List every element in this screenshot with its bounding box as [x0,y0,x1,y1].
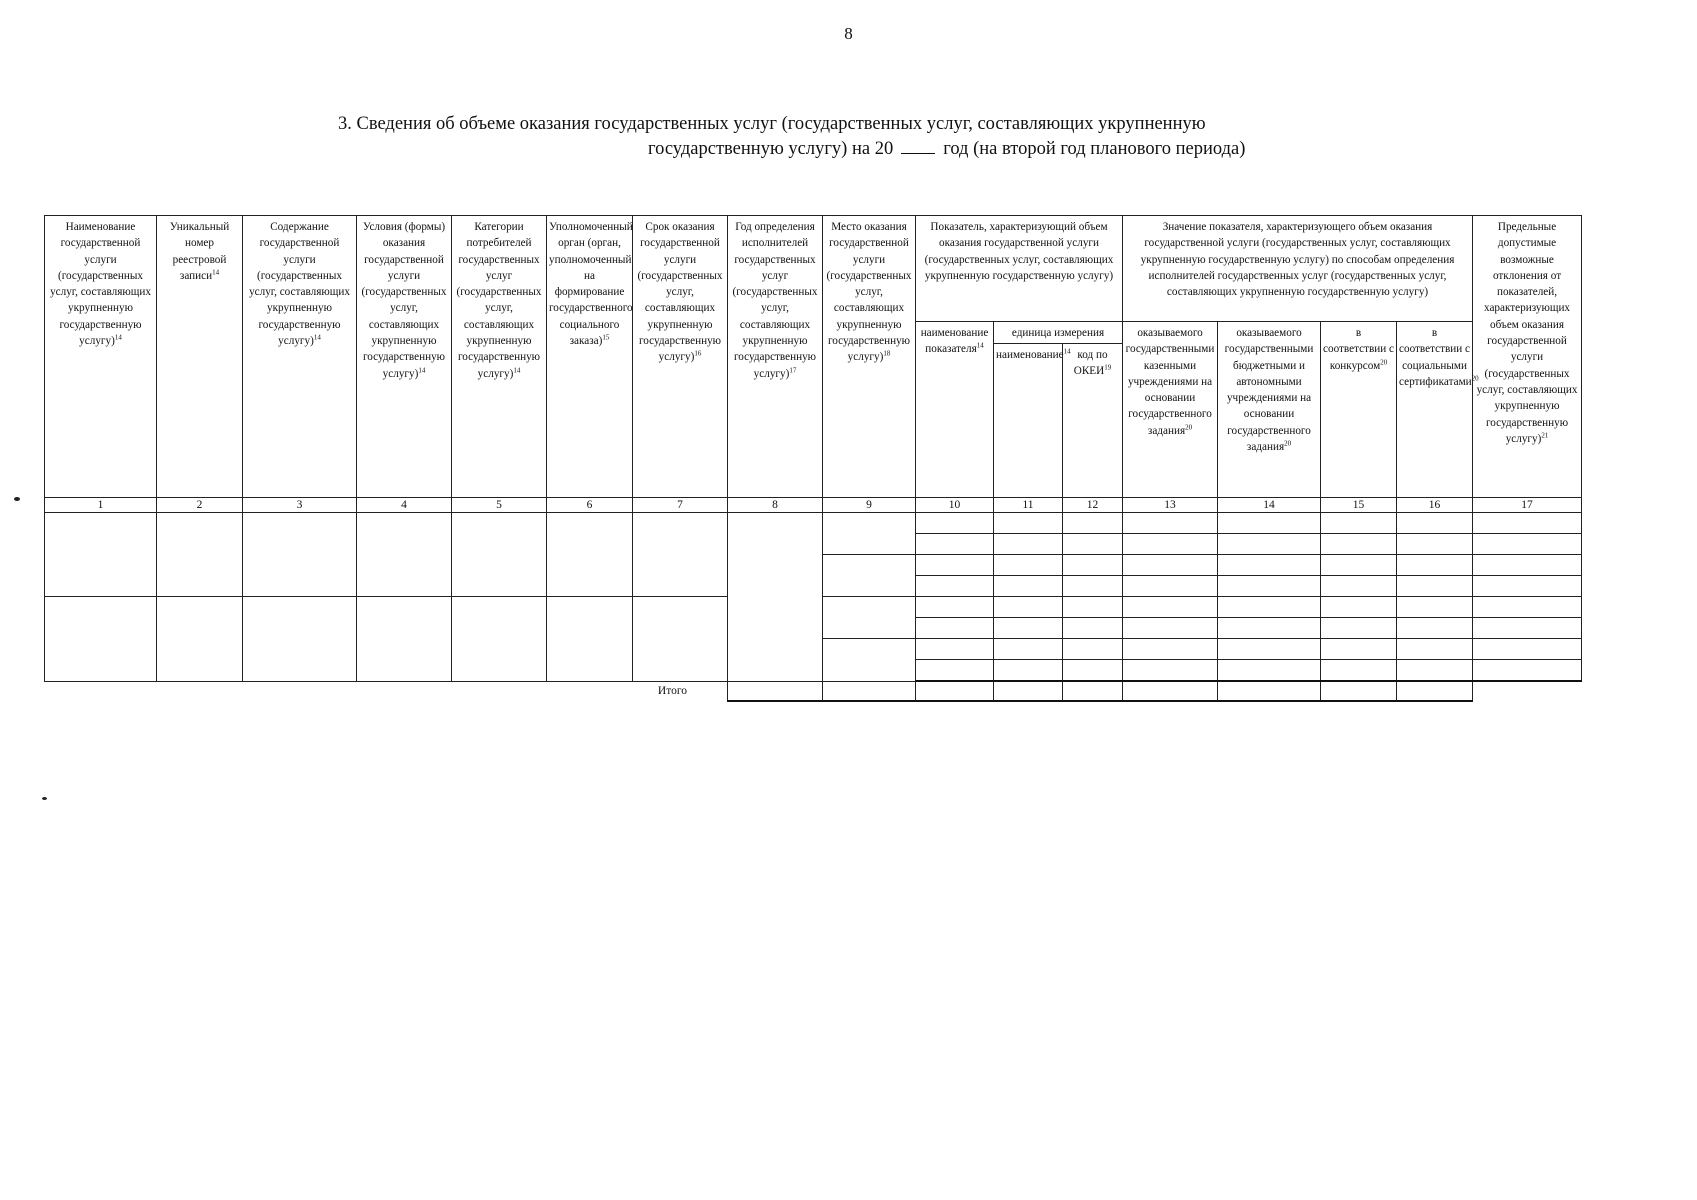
column-number-row [45,498,1582,513]
table-cell[interactable] [1397,618,1473,639]
table-cell[interactable] [1397,576,1473,597]
section-heading-line1: 3. Сведения об объеме оказания государственных услуг (государственных услуг, составляющих укрупненную [338,114,1206,134]
table-cell[interactable] [243,597,357,682]
table-cell[interactable] [994,597,1063,618]
table-cell[interactable] [1123,534,1218,555]
table-cell[interactable] [1397,639,1473,660]
table-cell[interactable] [1063,555,1123,576]
header-col-14: оказываемого государственными бюджетными и автономными учреждениями на основании государственного задания$^{20}$ [1218,322,1321,498]
total-row [45,681,1582,701]
year-blank-field[interactable] [901,141,935,154]
column-number: 6 [547,498,633,513]
table-cell[interactable] [1123,618,1218,639]
table-cell[interactable] [916,513,994,534]
table-cell[interactable] [1123,555,1218,576]
table-cell[interactable] [547,597,633,682]
column-number: 11 [994,498,1063,513]
column-number: 15 [1321,498,1397,513]
table-cell[interactable] [1063,513,1123,534]
table-cell[interactable] [916,576,994,597]
header-row-1 [45,216,1582,322]
table-cell[interactable] [916,534,994,555]
table-cell[interactable] [1397,513,1473,534]
table-cell[interactable] [157,597,243,682]
table-cell[interactable] [1473,618,1582,639]
total-cell[interactable] [823,681,916,701]
total-cell[interactable] [1397,681,1473,701]
table-cell[interactable] [1063,618,1123,639]
table-cell[interactable] [916,660,994,682]
table-cell[interactable] [547,513,633,597]
total-label: Итого [657,685,687,698]
table-cell[interactable] [1063,660,1123,682]
header-col-6: Уполномоченный орган (орган, уполномоченный на формирование государственного социального заказа)$^{15}$ [547,216,633,498]
table-cell[interactable] [1218,513,1321,534]
table-cell[interactable] [728,513,823,682]
table-cell[interactable] [1218,639,1321,660]
table-cell[interactable] [1321,555,1397,576]
scan-mark [42,797,47,800]
total-cell[interactable] [994,681,1063,701]
column-number: 16 [1397,498,1473,513]
total-cell[interactable] [1218,681,1321,701]
table-cell[interactable] [823,555,916,597]
table-cell[interactable] [1123,639,1218,660]
table-cell[interactable] [1218,534,1321,555]
header-col-16: в соответствии с социальными сертификатами$^{20}$ [1397,322,1473,498]
table-cell[interactable] [1063,597,1123,618]
column-number: 2 [157,498,243,513]
header-group-indicator: Показатель, характеризующий объем оказания государственной услуги (государственных услуг, составляющих укрупненную государственную услугу) [916,216,1123,322]
table-cell[interactable] [1218,597,1321,618]
scan-mark [14,497,20,501]
table-cell[interactable] [633,513,728,597]
table-cell[interactable] [1397,660,1473,682]
table-cell[interactable] [1473,576,1582,597]
table-cell[interactable] [452,513,547,597]
header-col-7: Срок оказания государственной услуги (государственных услуг, составляющих укрупненную государственную услугу)$^{16}$ [633,216,728,498]
table-cell[interactable] [823,513,916,555]
header-col-5: Категории потребителей государственных услуг (государственных услуг, составляющих укрупненную государственную услугу)$^{14}$ [452,216,547,498]
table-cell[interactable] [1218,555,1321,576]
table-cell[interactable] [994,576,1063,597]
table-cell[interactable] [823,639,916,682]
table-cell[interactable] [1473,513,1582,534]
column-number: 12 [1063,498,1123,513]
column-number: 1 [45,498,157,513]
header-col-2: Уникальный номер реестровой записи$^{14}$ [157,216,243,498]
column-number: 17 [1473,498,1582,513]
column-number: 14 [1218,498,1321,513]
table-cell[interactable] [1321,618,1397,639]
total-cell[interactable] [1063,681,1123,701]
table-cell[interactable] [45,513,157,597]
table-cell[interactable] [1321,639,1397,660]
total-cell[interactable] [1123,681,1218,701]
empty-cell [1473,681,1582,701]
section-heading-line2 [648,139,1245,160]
heading-year-prefix: государственную услугу) на 20 [648,139,894,159]
table-cell[interactable] [1473,660,1582,682]
table-cell[interactable] [994,534,1063,555]
table-row [45,513,1582,534]
table-cell[interactable] [452,597,547,682]
table-cell[interactable] [1321,660,1397,682]
table-cell[interactable] [1473,534,1582,555]
table-cell[interactable] [1123,597,1218,618]
total-cell[interactable] [1321,681,1397,701]
table-cell[interactable] [1063,534,1123,555]
table-cell[interactable] [1321,597,1397,618]
table-cell[interactable] [1218,576,1321,597]
header-col-3: Содержание государственной услуги (государственных услуг, составляющих укрупненную государственную услугу)$^{14}$ [243,216,357,498]
table-cell[interactable] [1321,534,1397,555]
table-cell[interactable] [45,597,157,682]
table-cell[interactable] [1397,555,1473,576]
header-col-12: код по ОКЕИ$^{19}$ [1063,344,1123,498]
header-col-1: Наименование государственной услуги (государственных услуг, составляющих укрупненную государственную услугу)$^{14}$ [45,216,157,498]
header-col-11: наименование$^{14}$ [994,344,1063,498]
table-cell[interactable] [994,660,1063,682]
table-cell[interactable] [994,618,1063,639]
table-cell[interactable] [633,597,728,682]
heading-year-suffix: год (на второй год планового периода) [943,139,1246,159]
header-col-17: Предельные допустимые возможные отклонения от показателей, характеризующих объем оказания государственной услуги (государственных услуг, составляющих укрупненную государственную услугу)$^{21}$ [1473,216,1582,498]
table-cell[interactable] [1321,513,1397,534]
table-cell[interactable] [1321,576,1397,597]
table-cell[interactable] [994,513,1063,534]
table-cell[interactable] [916,555,994,576]
column-number: 10 [916,498,994,513]
header-group-unit: единица измерения [994,322,1123,344]
header-col-15: в соответствии с конкурсом$^{20}$ [1321,322,1397,498]
table-cell[interactable] [157,513,243,597]
table-cell[interactable] [823,597,916,639]
table-cell[interactable] [916,597,994,618]
table-cell[interactable] [994,555,1063,576]
column-number: 4 [357,498,452,513]
column-number: 7 [633,498,728,513]
table-cell[interactable] [1218,618,1321,639]
table-cell[interactable] [1123,660,1218,682]
table-cell[interactable] [1473,555,1582,576]
table-cell[interactable] [1397,534,1473,555]
table-cell[interactable] [1473,639,1582,660]
total-cell[interactable] [916,681,994,701]
table-cell[interactable] [1063,576,1123,597]
header-group-value: Значение показателя, характеризующего объем оказания государственной услуги (государственных услуг, составляющих укрупненную государственную услугу) по способам определения исполнителей государственных услуг (государственных услуг, составляющих укрупненную государственную услугу) [1123,216,1473,322]
table-cell[interactable] [1123,513,1218,534]
table-cell[interactable] [1123,576,1218,597]
header-col-8: Год определения исполнителей государственных услуг (государственных услуг, составляющих укрупненную государственную услугу)$^{17}$ [728,216,823,498]
table-cell[interactable] [1397,597,1473,618]
table-cell[interactable] [916,639,994,660]
page-number: 8 [844,24,853,43]
table-cell[interactable] [916,618,994,639]
column-number: 3 [243,498,357,513]
column-number: 9 [823,498,916,513]
total-cell[interactable] [728,681,823,701]
header-col-4: Условия (формы) оказания государственной услуги (государственных услуг, составляющих укрупненную государственную услугу)$^{14}$ [357,216,452,498]
table-cell[interactable] [357,597,452,682]
table-cell[interactable] [243,513,357,597]
table-cell[interactable] [1473,597,1582,618]
table-cell[interactable] [357,513,452,597]
header-col-10: наименование показателя$^{14}$ [916,322,994,498]
header-col-13: оказываемого государственными казенными учреждениями на основании государственного задания$^{20}$ [1123,322,1218,498]
header-col-9: Место оказания государственной услуги (государственных услуг, составляющих укрупненную государственную услугу)$^{18}$ [823,216,916,498]
column-number: 8 [728,498,823,513]
table-cell[interactable] [1063,639,1123,660]
column-number: 5 [452,498,547,513]
table-cell[interactable] [1218,660,1321,682]
table-cell[interactable] [994,639,1063,660]
service-volume-table [44,215,1582,702]
column-number: 13 [1123,498,1218,513]
